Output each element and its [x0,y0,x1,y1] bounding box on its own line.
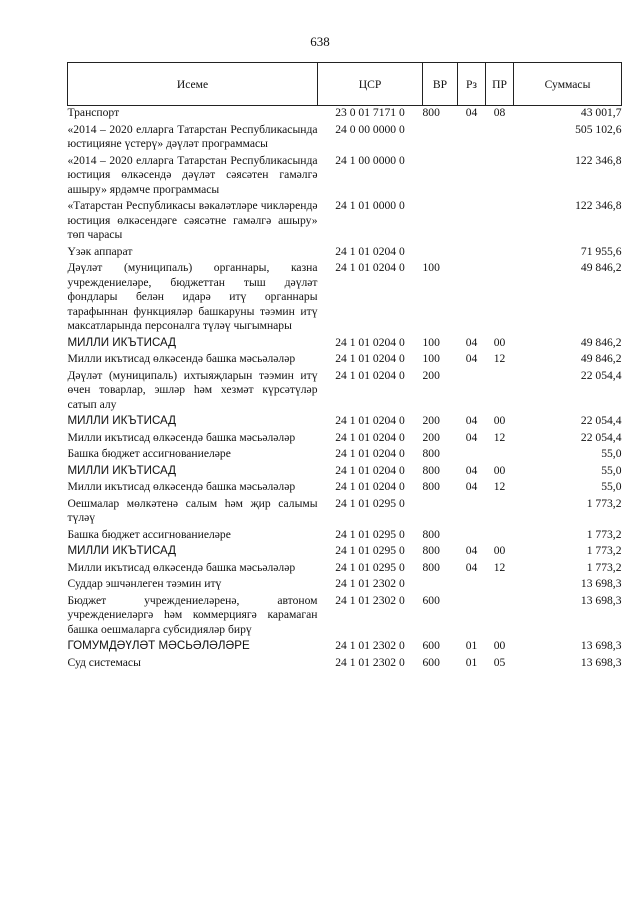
cell-pr [486,261,514,336]
table-row [68,544,622,561]
cell-pr: 00 [493,544,506,557]
cell-vr: 100 [422,261,440,274]
table-row [68,561,622,578]
cell-vr: 800 [422,527,440,541]
cell-rz [458,528,486,545]
cell-vr [423,245,458,262]
cell-vr: 200 [422,430,440,444]
cell-rz [458,447,486,464]
cell-sum: 43 001,7 [580,106,622,119]
cell-name: «2014 – 2020 елларга Татарстан Республикасында юстицияне үстерү» дәүләт программасы [67,122,318,150]
header-csr: ЦСР [318,63,423,106]
cell-csr: 24 1 01 0295 0 [335,544,405,557]
cell-vr [423,577,458,594]
table-row [68,431,622,448]
cell-pr: 00 [493,335,506,349]
cell-name: Милли икътисад өлкәсендә башка мәсьәләләр [67,560,296,574]
cell-vr: 600 [422,639,440,652]
cell-rz [458,123,486,154]
cell-csr: 24 1 01 0204 0 [335,335,405,349]
cell-sum: 71 955,6 [580,244,622,258]
cell-vr: 800 [422,560,440,574]
cell-sum: 122 346,8 [575,199,622,212]
cell-sum: 13 698,3 [580,593,622,607]
table-row [68,261,622,336]
cell-name: Дәүләт (муниципаль) ихтыяҗларын тәэмин итү өчен товарлар, эшләр һәм хезмәт күрсәтүләр сатып алу [67,368,318,411]
table-body [68,106,622,673]
cell-sum: 1 773,2 [586,527,622,541]
table-row [68,480,622,497]
cell-rz: 04 [465,352,478,365]
cell-csr: 24 1 01 2302 0 [335,655,405,669]
table-row [68,414,622,431]
cell-csr: 24 1 01 0204 0 [335,352,405,365]
header-name: Исеме [68,63,318,106]
cell-rz: 04 [465,414,478,427]
cell-sum: 55,0 [601,480,622,493]
cell-vr: 800 [422,106,440,119]
cell-rz [458,154,486,200]
table-row [68,245,622,262]
header-pr: ПР [486,63,514,106]
table-row [68,594,622,640]
cell-pr [486,154,514,200]
cell-sum: 22 054,4 [580,430,622,444]
cell-pr [486,497,514,528]
cell-vr: 200 [422,368,440,382]
table-row [68,528,622,545]
cell-pr: 08 [493,106,506,119]
cell-sum: 49 846,2 [580,352,622,365]
cell-name: Милли икътисад өлкәсендә башка мәсьәләләр [67,352,296,365]
cell-sum: 1 773,2 [586,560,622,574]
cell-pr: 00 [493,639,506,652]
cell-pr [486,577,514,594]
cell-rz: 01 [465,639,478,652]
cell-vr: 800 [422,544,440,557]
cell-rz [458,577,486,594]
cell-rz: 04 [465,544,478,557]
cell-name: Милли икътисад өлкәсендә башка мәсьәләләр [67,430,296,444]
cell-pr: 12 [493,560,506,574]
cell-csr: 24 1 01 0000 0 [335,199,405,212]
cell-csr: 24 1 01 2302 0 [335,639,405,652]
cell-sum: 22 054,4 [580,368,622,382]
cell-name: Милли икътисад өлкәсендә башка мәсьәләләр [67,480,296,493]
cell-pr [486,528,514,545]
cell-pr: 00 [493,414,506,427]
cell-csr: 24 1 01 0204 0 [335,463,405,477]
cell-csr: 24 1 01 2302 0 [335,593,405,607]
cell-csr: 24 1 01 2302 0 [335,577,405,590]
header-vr: ВР [423,63,458,106]
cell-pr [486,123,514,154]
cell-pr [486,594,514,640]
cell-name: МИЛЛИ ИКЪТИСАД [67,335,177,349]
cell-rz: 04 [465,480,478,493]
cell-csr: 24 1 01 0295 0 [335,527,405,541]
cell-pr: 12 [493,480,506,493]
header-rz: Рз [458,63,486,106]
cell-name: Үзәк аппарат [67,244,133,258]
table-row [68,336,622,353]
cell-sum: 49 846,2 [580,261,622,274]
cell-pr [486,199,514,245]
cell-name: МИЛЛИ ИКЪТИСАД [67,544,177,557]
cell-sum: 1 773,2 [586,496,622,510]
cell-pr [486,447,514,464]
cell-csr: 24 1 00 0000 0 [335,153,405,167]
cell-rz: 04 [465,560,478,574]
cell-sum: 49 846,2 [580,335,622,349]
cell-csr: 24 1 01 0204 0 [335,447,405,460]
cell-csr: 24 1 01 0204 0 [335,261,405,274]
cell-sum: 13 698,3 [580,639,622,652]
cell-sum: 1 773,2 [586,544,622,557]
cell-vr [423,123,458,154]
table-row [68,656,622,673]
table-row [68,447,622,464]
cell-pr: 00 [493,463,506,477]
cell-rz [458,199,486,245]
cell-rz [458,245,486,262]
cell-name: Дәүләт (муниципаль) органнары, казна учреждениеләре, бюджеттан тыш дәүләт фондлары белән идарә итү органнары тарафыннан функцияләр башкаруны тәэмин итү максатларында персоналга түләү чыгымнары [67,261,318,332]
cell-pr [486,245,514,262]
cell-rz: 01 [465,655,478,669]
table-row [68,464,622,481]
table-row [68,106,622,123]
cell-name: Башка бюджет ассигнованиеләре [67,527,231,541]
table-header-row [68,63,622,106]
table-row [68,199,622,245]
cell-vr: 200 [422,414,440,427]
table-row [68,369,622,415]
budget-table [67,62,622,672]
cell-vr [423,154,458,200]
table-row [68,352,622,369]
cell-sum: 55,0 [601,447,622,460]
cell-rz: 04 [465,430,478,444]
cell-name: ГОМУМДӘҮЛӘТ МӘСЬӘЛӘЛӘРЕ [67,639,250,652]
cell-sum: 122 346,8 [575,153,622,167]
cell-name: Бюджет учреждениеләренә, автоном учреждениеләргә һәм коммерциягә карамаган башка оешмаларга субсидияләр бирү [67,593,318,636]
cell-vr: 800 [422,463,440,477]
cell-rz [458,261,486,336]
cell-name: Оешмалар мөлкәтенә салым һәм җир салымы түләү [67,496,318,524]
cell-name: Башка бюджет ассигнованиеләре [67,447,231,460]
cell-rz: 04 [465,335,478,349]
cell-vr [423,199,458,245]
cell-pr [486,369,514,415]
cell-pr: 12 [493,430,506,444]
cell-sum: 55,0 [601,463,622,477]
cell-rz [458,594,486,640]
cell-vr: 600 [422,593,440,607]
cell-vr [423,497,458,528]
cell-csr: 24 1 01 0204 0 [335,430,405,444]
cell-rz: 04 [465,106,478,119]
table-row [68,154,622,200]
cell-rz [458,497,486,528]
cell-vr: 600 [422,655,440,669]
cell-sum: 13 698,3 [580,577,622,590]
table-row [68,497,622,528]
cell-name: Суд системасы [67,655,141,669]
table-row [68,639,622,656]
table-row [68,123,622,154]
cell-csr: 24 1 01 0204 0 [335,368,405,382]
cell-pr: 12 [493,352,506,365]
cell-csr: 24 1 01 0295 0 [335,560,405,574]
cell-csr: 24 1 01 0204 0 [335,244,405,258]
cell-rz [458,369,486,415]
cell-vr: 100 [422,352,440,365]
table-row [68,577,622,594]
cell-sum: 22 054,4 [580,414,622,427]
cell-rz: 04 [465,463,478,477]
cell-name: «2014 – 2020 елларга Татарстан Республикасында юстиция өлкәсендә дәүләт сәясәтен гамәлгә ашыру» ярдәмче программасы [67,153,318,196]
cell-name: МИЛЛИ ИКЪТИСАД [67,414,177,427]
cell-name: Транспорт [67,106,120,119]
cell-csr: 24 1 01 0204 0 [335,414,405,427]
header-sum: Суммасы [514,63,622,106]
cell-csr: 24 1 01 0204 0 [335,480,405,493]
cell-vr: 800 [422,447,440,460]
cell-csr: 23 0 01 7171 0 [335,106,405,119]
cell-csr: 24 1 01 0295 0 [335,496,405,510]
cell-vr: 800 [422,480,440,493]
cell-csr: 24 0 00 0000 0 [335,122,405,136]
cell-name: «Татарстан Республикасы вәкаләтләре чикләрендә юстиция өлкәсендәге сәясәтне гамәлгә ашыру» төп чарасы [67,199,318,241]
cell-name: МИЛЛИ ИКЪТИСАД [67,463,177,477]
cell-sum: 13 698,3 [580,655,622,669]
page-number: 638 [310,34,330,49]
cell-vr: 100 [422,335,440,349]
cell-name: Суддар эшчәнлеген тәэмин итү [67,577,222,590]
cell-pr: 05 [493,655,506,669]
cell-sum: 505 102,6 [575,122,622,136]
